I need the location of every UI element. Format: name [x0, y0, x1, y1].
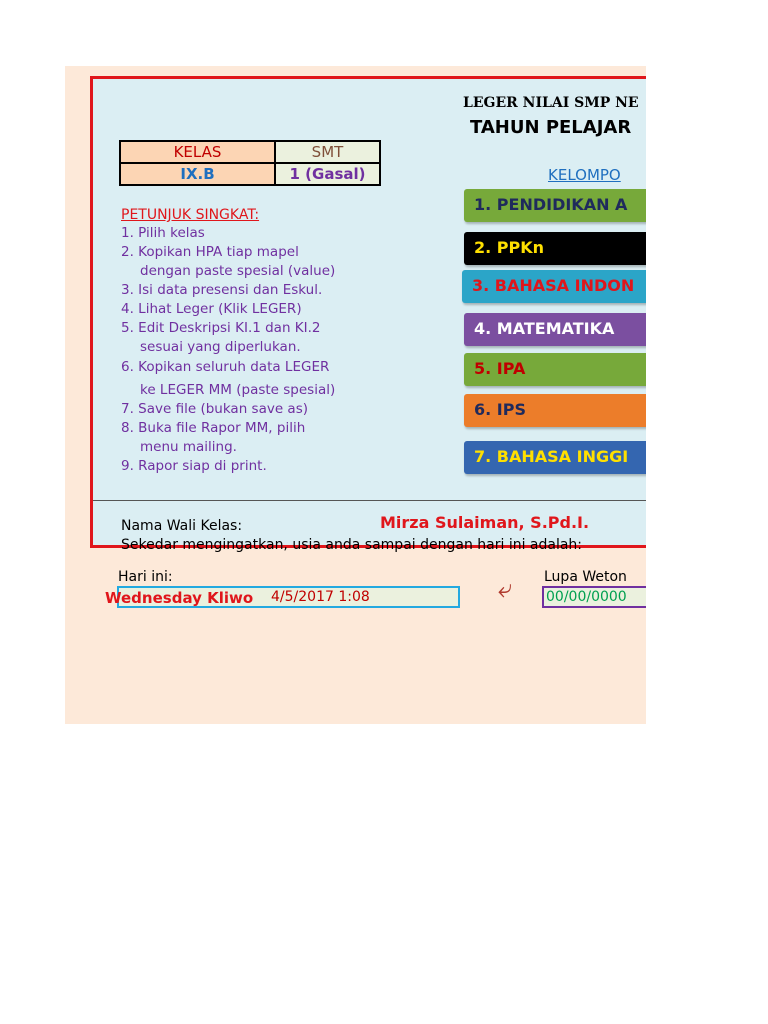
section-divider [93, 500, 646, 501]
subject-button-ips[interactable] [464, 394, 646, 427]
subject-button-matematika[interactable] [464, 313, 646, 346]
smt-value-cell[interactable]: 1 (Gasal) [275, 163, 380, 185]
kelompok-link[interactable]: KELOMPO [548, 166, 621, 184]
subject-button-label: 2. PPKn [474, 238, 545, 257]
instruction-line: ke LEGER MM (paste spesial) [140, 382, 336, 398]
instruction-line: 1. Pilih kelas [121, 225, 205, 241]
instructions-title: PETUNJUK SINGKAT: [121, 207, 260, 223]
instruction-line: 7. Save file (bukan save as) [121, 401, 309, 417]
subject-button-bahasa-inggris[interactable] [464, 441, 646, 474]
today-datetime: 4/5/2017 1:08 [271, 589, 370, 605]
instruction-line: 9. Rapor siap di print. [121, 458, 267, 474]
page-title: LEGER NILAI SMP NE [463, 95, 639, 111]
subject-button-ipa[interactable] [464, 353, 646, 386]
curved-arrow-icon[interactable]: ⤶ [498, 574, 513, 604]
instruction-line: menu mailing. [140, 439, 237, 455]
subject-button-ppkn[interactable] [464, 232, 646, 265]
today-day: Wednesday Kliwo [105, 589, 254, 607]
subject-button-label: 3. BAHASA INDON [472, 276, 635, 295]
class-table [119, 140, 381, 186]
instruction-line: 5. Edit Deskripsi KI.1 dan KI.2 [121, 320, 321, 336]
subject-button-bahasa-indonesia[interactable] [462, 270, 646, 303]
kelas-header: KELAS [120, 141, 275, 163]
wali-kelas-label: Nama Wali Kelas: [121, 518, 243, 534]
instruction-line: 4. Lihat Leger (Klik LEGER) [121, 301, 302, 317]
kelas-value-cell[interactable]: IX.B [120, 163, 275, 185]
subject-button-label: 7. BAHASA INGGI [474, 447, 629, 466]
subject-button-label: 4. MATEMATIKA [474, 319, 615, 338]
subject-button-label: 5. IPA [474, 359, 526, 378]
subject-button-pai[interactable] [464, 189, 646, 222]
instruction-line: 8. Buka file Rapor MM, pilih [121, 420, 306, 436]
instruction-line: 6. Kopikan seluruh data LEGER [121, 359, 330, 375]
subject-button-label: 6. IPS [474, 400, 526, 419]
instruction-line: dengan paste spesial (value) [140, 263, 336, 279]
wali-kelas-name[interactable]: Mirza Sulaiman, S.Pd.I. [380, 513, 590, 532]
weton-date-value: 00/00/0000 [546, 589, 627, 605]
page-subtitle: TAHUN PELAJAR [470, 117, 632, 138]
spreadsheet-area [65, 66, 646, 724]
instruction-line: 2. Kopikan HPA tiap mapel [121, 244, 299, 260]
smt-header: SMT [275, 141, 380, 163]
age-reminder-text: Sekedar mengingatkan, usia anda sampai dengan hari ini adalah: [121, 537, 583, 553]
lupa-weton-label: Lupa Weton [544, 569, 627, 585]
instruction-line: sesuai yang diperlukan. [140, 339, 301, 355]
leger-panel [90, 76, 646, 553]
subject-button-label: 1. PENDIDIKAN A [474, 195, 628, 214]
today-label: Hari ini: [118, 569, 173, 585]
instruction-line: 3. Isi data presensi dan Eskul. [121, 282, 323, 298]
